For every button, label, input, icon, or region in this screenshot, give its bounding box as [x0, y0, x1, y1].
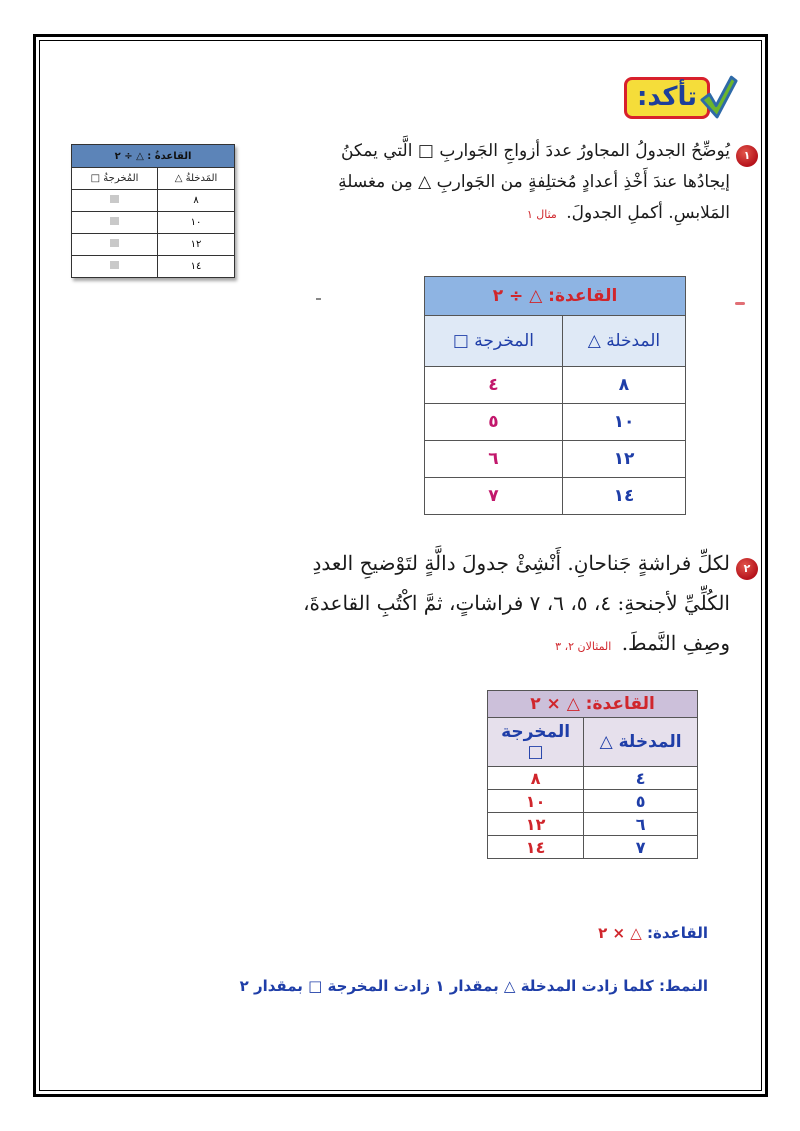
source-table-input: ١٢ [158, 234, 235, 256]
section-header [624, 75, 738, 121]
input-cell: ٧ [584, 836, 698, 859]
input-cell: ٨ [562, 367, 685, 404]
exercise1-body: يُوضِّحُ الجدولُ المجاورُ عددَ أزواجِ الجَواربِ □ الَّتي يمكنُ إيجادُها عندَ أَخْذِ أعدادٍ مُختلِفةٍ من الجَواربِ △ مِن مغسلةِ المَلابسِ. أكملِ الجدولَ. [338, 141, 730, 223]
output-cell: ٤ [425, 367, 563, 404]
checkmark-icon [700, 75, 738, 121]
source-table [71, 144, 235, 278]
source-table-input-header: المَدخلةُ △ [158, 168, 235, 190]
source-table-output-header: المُخرجةُ □ [72, 168, 158, 190]
source-table-blank [72, 234, 158, 256]
exercise-number-2: ٢ [736, 558, 758, 580]
source-table-blank [72, 256, 158, 278]
input-cell: ٤ [584, 767, 698, 790]
pattern-label: النمط: [658, 977, 708, 995]
answer-table-1-input-header: المدخلة △ [562, 316, 685, 367]
source-table-rule: القاعدةُ : △ ÷ ٢ [72, 145, 235, 168]
pattern-answer [240, 977, 708, 995]
output-cell: ٧ [425, 478, 563, 515]
scan-mark [735, 302, 745, 305]
table-row [425, 404, 686, 441]
output-cell: ٦ [425, 441, 563, 478]
table-row [425, 441, 686, 478]
input-cell: ١٢ [562, 441, 685, 478]
source-table-input: ١٤ [158, 256, 235, 278]
rule-label: القاعدة: [647, 924, 708, 942]
input-cell: ١٤ [562, 478, 685, 515]
pattern-value: كلما زادت المدخلة △ بمقدار ١ زادت المخرجة □ بمقدار ٢ [239, 977, 654, 995]
exercise-number-1: ١ [736, 145, 758, 167]
exercise2-body: لكلِّ فراشةٍ جَناحانِ. أَنْشِئْ جدولَ دالَّةٍ لتَوْضيحِ العددِ الكُلِّيِّ لأجنحةِ: ٤، ٥، ٦، ٧ فراشاتٍ، ثمَّ اكْتُبِ القاعدةَ، وصِفِ النَّمطَ. [303, 551, 730, 655]
output-header-line1: المخرجة [501, 722, 571, 742]
exercise2-text [290, 543, 730, 667]
table-row [488, 767, 698, 790]
exercise1-ref: مثال ١ [526, 208, 557, 221]
output-cell: ٥ [425, 404, 563, 441]
output-cell: ١٠ [488, 790, 584, 813]
exercise2-ref: المثالان ٢، ٣ [555, 640, 612, 653]
rule-value: △ × ٢ [598, 924, 642, 942]
answer-table-1-rule: القاعدة: △ ÷ ٢ [425, 277, 686, 316]
answer-table-1-output-header: المخرجة □ [425, 316, 563, 367]
answer-table-2-input-header: المدخلة △ [584, 718, 698, 767]
table-row [488, 813, 698, 836]
output-header-line2: □ [527, 742, 544, 762]
answer-table-2-rule: القاعدة: △ × ٢ [488, 691, 698, 718]
input-cell: ٦ [584, 813, 698, 836]
exercise1-text [310, 136, 730, 230]
rule-answer [598, 924, 708, 942]
table-row [488, 836, 698, 859]
source-table-blank [72, 190, 158, 212]
output-cell: ٨ [488, 767, 584, 790]
scan-mark [316, 298, 321, 300]
table-row [425, 367, 686, 404]
input-cell: ٥ [584, 790, 698, 813]
output-cell: ١٤ [488, 836, 584, 859]
source-table-input: ١٠ [158, 212, 235, 234]
table-row [425, 478, 686, 515]
answer-table-2 [487, 690, 698, 859]
output-cell: ١٢ [488, 813, 584, 836]
table-row [488, 790, 698, 813]
input-cell: ١٠ [562, 404, 685, 441]
source-table-input: ٨ [158, 190, 235, 212]
section-title: تأكد: [624, 77, 710, 119]
answer-table-1 [424, 276, 686, 515]
answer-table-2-output-header [488, 718, 584, 767]
source-table-blank [72, 212, 158, 234]
